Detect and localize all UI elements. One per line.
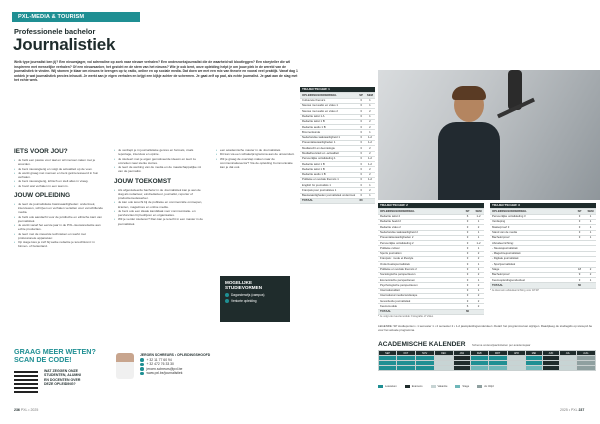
table-total: TOTAAL bbox=[490, 283, 574, 288]
table-title: TRAJECTSCHIJF 2 bbox=[378, 203, 484, 209]
course-sp: 3 bbox=[357, 172, 365, 177]
list-item: • Wil je verder studeren? Dan kan je terecht in een master in de journalistiek. bbox=[114, 217, 206, 226]
course-name: Redactie tekst 1 B bbox=[300, 119, 357, 124]
studievormen-box bbox=[220, 276, 290, 322]
kalender-month: FEB bbox=[470, 351, 488, 356]
course-sem: 1 bbox=[585, 214, 596, 219]
contact-name: JEROEN SCHREURS • OPLEIDINGSHOOFD bbox=[140, 353, 211, 357]
kalender-subtitle: Schema onderwijsactiviteiten per academiejaar bbox=[472, 343, 531, 347]
course-sem: 2 bbox=[365, 125, 375, 130]
col2-list bbox=[114, 148, 206, 174]
legend-label: 2e zittijd bbox=[484, 385, 494, 389]
list-item: • Je werkt vanaf het eerste jaar in de PXL-nieuwsredactie aan echte producties. bbox=[14, 223, 104, 232]
iets-voor-jou-heading: IETS VOOR JOU? bbox=[14, 148, 68, 155]
kalender-legend bbox=[378, 385, 596, 388]
course-name: Masterproef 3 bbox=[490, 225, 574, 230]
avatar bbox=[116, 353, 134, 379]
section-banner: PXL-MEDIA & TOURISM bbox=[12, 12, 140, 22]
kalender-cell bbox=[560, 366, 576, 371]
course-sem: 1 bbox=[585, 230, 596, 235]
course-name: Basisvaardigheden journalistiek onderzoek bbox=[302, 193, 356, 198]
mobile-icon bbox=[140, 363, 144, 367]
list-item: • Je leert de werking van de media en de maatschappelijke rol van de journalist. bbox=[114, 165, 206, 174]
course-sem: 1 bbox=[585, 278, 596, 283]
list-item: • Je leert met de nieuwste technieken en werkt met professionele apparatuur. bbox=[14, 232, 104, 241]
jouw-opleiding-heading: JOUW OPLEIDING bbox=[14, 191, 71, 199]
table-title: TRAJECTSCHIJF 3 bbox=[490, 203, 596, 209]
kalender-legend-item bbox=[378, 385, 397, 388]
legend-label: Stage bbox=[462, 385, 470, 389]
course-sp: 3 bbox=[574, 214, 585, 219]
globe-icon bbox=[140, 372, 144, 376]
phone-icon bbox=[140, 358, 144, 362]
course-sp: 6 bbox=[462, 214, 473, 219]
course-sem: 1 bbox=[473, 246, 484, 251]
course-sem: 2 bbox=[365, 119, 375, 124]
course-sem: 1-2 bbox=[473, 214, 484, 219]
kalender-month: JUL bbox=[560, 351, 576, 356]
course-name: Nederlandse taalvaardigheid 1 bbox=[300, 135, 357, 140]
kalender-cell bbox=[507, 366, 525, 371]
course-sem: 1 bbox=[365, 114, 375, 119]
course-sp: 3 bbox=[357, 98, 365, 103]
course-sp: 3 bbox=[462, 293, 473, 298]
course-sp: 3 bbox=[462, 278, 473, 283]
course-sp: 3 bbox=[357, 125, 365, 130]
contact-phone-2[interactable]: + 32 472 76 33 30 bbox=[146, 362, 174, 367]
course-sp: 3 bbox=[357, 177, 365, 182]
course-sp: 3 bbox=[462, 230, 473, 235]
table-header: SP bbox=[462, 209, 473, 214]
course-sp: 3 bbox=[357, 119, 365, 124]
table-total: TOTAAL bbox=[300, 199, 357, 204]
table-header: OPLEIDINGSONDERDEEL bbox=[378, 209, 462, 214]
list-item: • Je bent ook een ideale kandidaat voor communicatie- en persfuncties bij bedrijven en organisaties. bbox=[114, 209, 206, 218]
page-number: 237 bbox=[578, 408, 585, 412]
course-sem: 2 bbox=[473, 283, 484, 288]
course-name: English for journalists 1 bbox=[300, 183, 357, 188]
kalender-cell bbox=[576, 366, 595, 371]
trajectschijf-1-table: TRAJECTSCHIJF 1 OPLEIDINGSONDERDEEL SP SEM Cultuurele thema's 3 1 Nieuws met audio en video 1 3 1 Nieuws met audio en video 2 3 2 Redactie tekst 1 A 3 1 Redactie tekst 1 B 3 2 Redactie audio 1 B 3 2 Bronnenkunde 3 1 Nederlandse taalvaardigheid 1 3 1-2 Presentatievaardigheden 1 3 1-2 Mediarecht en deontologie 3 2 Mediadiversiteit en -actualiteit 3 2 Persoonlijke ontwikkeling 1 3 1-2 Redactie tekst 1 B 3 1-2 Redactie tekst 1 B 3 2 Redactie audio 1 B 3 2 Politieke en sociale thema's 1 3 1-2 English for journalists 1 3 1 Français pour journalistes 1 3 2 Basisvaardigheden journalistiek onderzoek 3 1 TOTAAL 60 bbox=[300, 87, 375, 204]
legend-swatch bbox=[378, 385, 383, 388]
kalender-legend-item bbox=[477, 385, 494, 388]
page-number: 236 bbox=[14, 408, 20, 412]
course-sp: 3 bbox=[462, 219, 473, 224]
student-figure bbox=[438, 88, 498, 200]
studievorm-item: Verkorte opleiding bbox=[231, 298, 257, 303]
course-sem: 1 bbox=[473, 219, 484, 224]
course-sp: 3 bbox=[357, 140, 365, 145]
course-name: Sports journalism bbox=[378, 251, 462, 256]
list-item: • Je kan ook terecht bij de publieke en commerciële omroepen, kranten, magazines en online media. bbox=[114, 200, 206, 209]
course-name: Cultuurele thema's bbox=[300, 98, 357, 103]
kalender-cell bbox=[453, 366, 470, 371]
col3-list bbox=[216, 148, 296, 169]
course-sp: 3 bbox=[462, 299, 473, 304]
table-title: TRAJECTSCHIJF 1 bbox=[300, 87, 375, 93]
course-sp: 3 bbox=[462, 251, 473, 256]
course-sp: 3 bbox=[462, 241, 473, 246]
kalender-month: OKT bbox=[397, 351, 415, 356]
course-sem: 1 bbox=[473, 235, 484, 240]
kalender-month: MEI bbox=[526, 351, 542, 356]
course-name: Mediadiversiteit en -actualiteit bbox=[300, 151, 357, 156]
course-name: Redactie tekst 1 A bbox=[300, 114, 357, 119]
course-sp: 3 bbox=[462, 272, 473, 277]
course-sem: 1 bbox=[365, 130, 375, 135]
jouw-opleiding-list bbox=[14, 202, 104, 249]
table-note: * Je kiest één afstudeerrichting voor 18 SP bbox=[490, 288, 540, 292]
kalender-title: ACADEMISCHE KALENDER bbox=[378, 341, 466, 348]
course-name: Nieuws met audio en video 1 bbox=[300, 103, 357, 108]
course-name: Redactie beeld 2 bbox=[378, 219, 462, 224]
course-sp: 3 bbox=[357, 146, 365, 151]
course-sp: 3 bbox=[574, 219, 585, 224]
list-item: • een academische master in de Journalistiek. bbox=[216, 148, 296, 152]
legend-swatch bbox=[477, 385, 482, 388]
course-sem: 2 bbox=[365, 151, 375, 156]
course-name: Psychologische perspectieven bbox=[378, 283, 462, 288]
legend-swatch bbox=[405, 385, 410, 388]
legend-label: Vakantie bbox=[437, 385, 448, 389]
course-name: Persoonlijke ontwikkeling 2 bbox=[378, 241, 462, 246]
mail-icon bbox=[140, 367, 144, 371]
course-name: Internationaliteit bbox=[378, 288, 462, 293]
course-sp: 3 bbox=[357, 109, 365, 114]
course-sp: 3 bbox=[462, 283, 473, 288]
course-name: Bachelorproef bbox=[490, 235, 574, 240]
course-sem: 2 bbox=[473, 272, 484, 277]
jouw-toekomst-heading: JOUW TOEKOMST bbox=[114, 177, 172, 185]
course-name: - Magazinejournalistiek bbox=[490, 251, 574, 256]
course-sp: 3 bbox=[357, 183, 365, 188]
academic-calendar bbox=[378, 350, 596, 371]
course-name: Français : mode et lifestyle bbox=[378, 256, 462, 261]
course-name: Français pour journalistes 1 bbox=[300, 188, 357, 193]
course-sem: 2 bbox=[473, 256, 484, 261]
trajectschijf-2-table: TRAJECTSCHIJF 2 OPLEIDINGSONDERDEEL SP SEM Redactie tekst 2 6 1-2 Redactie beeld 2 3 1 Redactie video 2 3 2 Nederlandse taalvaardigheid 2 3 1 Presentatievaardigheden 2 3 1 Persoonlijke ontwikkeling 2 3 1-2 Politieke cultuur 3 1 Sports journalism 3 2 Français : mode et lifestyle 3 2 Onderzoeksjournalistiek 3 1 Politieke en sociale thema's 2 3 1 Sociologische perspectieven 3 2 Economische perspectieven 3 1 Psychologische perspectieven 3 2 Internationaliteit 3 1 International media landscape 3 2 Gevorderde journalistiek 3 2 Keuzemodule 6 2 TOTAAL 60 * Je volgt één keuzemodule: Fotografie of Video bbox=[378, 203, 484, 318]
list-item: • Wil je graag de overstap maken naar de communicatiesector? Via de opleiding Communicatie kan je dat ook. bbox=[216, 157, 296, 170]
kalender-cell bbox=[470, 366, 488, 371]
course-name: Stage bbox=[490, 267, 574, 272]
qr-caption: WAT ZEGGEN ONZE STUDENTEN, ALUMNI EN DOCENTEN OVER DEZE OPLEIDING? bbox=[44, 369, 81, 386]
kalender-legend-item bbox=[405, 385, 423, 388]
list-item: • Je leert de journalistieke basisvaardigheden: onderzoek, interviewen, schrijven en verhalen vertellen voor verschillende media. bbox=[14, 202, 104, 215]
course-sem: 2 bbox=[473, 251, 484, 256]
course-sp: 3 bbox=[357, 167, 365, 172]
kalender-month: AUG bbox=[576, 351, 595, 356]
list-item: • Je studeert met je eigen gemotiveerde ideeën en leert ze omzetten naar sterke stories. bbox=[114, 157, 206, 166]
course-sem: 2 bbox=[365, 188, 375, 193]
course-name: Nieuws met audio en video 2 bbox=[300, 109, 357, 114]
course-sp: 3 bbox=[574, 225, 585, 230]
page-title: Journalistiek bbox=[13, 35, 116, 54]
course-sp: 3 bbox=[574, 230, 585, 235]
course-name: Keuzemodule bbox=[378, 304, 462, 309]
list-item: • Op stage kies je zelf bij welke redactie je terechtkomt: in binnen- of buitenland. bbox=[14, 240, 104, 249]
course-sem: 1 bbox=[365, 183, 375, 188]
course-sp: 3 bbox=[462, 267, 473, 272]
course-sem: 2 bbox=[473, 304, 484, 309]
course-sem: 2 bbox=[585, 272, 596, 277]
course-sp: 3 bbox=[462, 256, 473, 261]
course-sem: 1-2 bbox=[365, 177, 375, 182]
kalender-cell bbox=[526, 366, 542, 371]
course-name: Stand van de media bbox=[490, 230, 574, 235]
course-sem: 1 bbox=[473, 267, 484, 272]
student-photo bbox=[378, 70, 600, 200]
contact-block bbox=[140, 353, 210, 376]
legend-text: LEGENDE: SP studiepunten • 1 semester 1 • 2 semester 2 • 1-2 jaaropleidingsonderdeel • Detail: het programma kan wijzigen. Raadpleeg de studiegids op www.pxl.be voor het actuele programma. bbox=[378, 324, 593, 332]
kalender-month: JAN bbox=[453, 351, 470, 356]
list-item: • Je hebt een passie voor taal en wil mensen raken met je woorden. bbox=[14, 158, 104, 167]
legend-label: Lesweken bbox=[385, 385, 397, 389]
list-item: • Dit kan via een schakelprogramma aan de universiteit. bbox=[216, 152, 296, 156]
kalender-month: APR bbox=[507, 351, 525, 356]
kalender-cell bbox=[379, 366, 397, 371]
course-sp: 3 bbox=[462, 235, 473, 240]
course-sp: 3 bbox=[357, 103, 365, 108]
legend-swatch bbox=[455, 385, 460, 388]
list-item: • Je hebt ook aandacht voor de juridische en ethische kant van journalistiek. bbox=[14, 215, 104, 224]
list-item: • Als afgestudeerde bachelor in de Journalistiek kan je aan de slag als redacteur, eindredacteur, journalist, reporter of productiemedewerker. bbox=[114, 188, 206, 201]
list-item: • Je werkt graag met mensen en bent geïnteresseerd in hun verhalen. bbox=[14, 171, 104, 180]
course-name: Politieke en sociale thema's 2 bbox=[378, 267, 462, 272]
studievormen-title: MOGELIJKE STUDIEVORMEN bbox=[225, 280, 263, 291]
course-sem: 1-2 bbox=[365, 135, 375, 140]
list-item: • Je bent nieuwsgierig, kritisch en stelt alles in vraag. bbox=[14, 179, 104, 183]
course-sp: 3 bbox=[574, 278, 585, 283]
footer-text: 2025 • PXL bbox=[560, 408, 578, 412]
column-3 bbox=[216, 148, 296, 173]
iets-voor-jou-list bbox=[14, 158, 104, 188]
course-name: Onderzoeksjournalistiek bbox=[378, 262, 462, 267]
course-sem: 1-2 bbox=[365, 156, 375, 161]
kalender-month: MRT bbox=[488, 351, 507, 356]
course-sp: 3 bbox=[574, 235, 585, 240]
column-1 bbox=[14, 148, 104, 253]
course-name: Redactie video 2 bbox=[378, 225, 462, 230]
course-name: Afstudeerrichting: bbox=[490, 241, 574, 246]
course-sem: 1 bbox=[585, 235, 596, 240]
course-name: Redactie tekst 1 B bbox=[300, 167, 357, 172]
footer-right bbox=[560, 408, 584, 412]
course-sp: 3 bbox=[357, 135, 365, 140]
course-sem: 1 bbox=[365, 193, 375, 198]
list-item: • Je verdiept je in journalistieke genres en formats, zoals reportage, interview en opinie. bbox=[114, 148, 206, 157]
intro-text: Welk type journalist ben jij? Een nieuwsjager, vol adrenaline op zoek naar nieuwe verhalen? Een onderzoeksjournalist die de waarheid wil blootleggen? Een storyteller die wil inspireren met menselijke verhalen? Of een nieuwsanker, het gezicht en de stem van het nieuws? Wie je ook bent, onze opleiding helpt je om jouw plek in de wereld van de journalistiek te vinden. Wij stomen je klaar om nieuws te brengen op tv, radio, online en op sociale media. Dat doen we met een mix van theorie en vooral veel praktijk. Vanaf dag 1 ontdek je wat journalistiek precies inhoudt. Je werkt aan je eigen verhalen en krijgt een kijkje achter de schermen. Je gaat zelf op pad, als echte journalist. Je gaat aan de slag met het echte werk. bbox=[14, 60, 298, 82]
course-sp: 9 bbox=[574, 272, 585, 277]
course-name: Redactie tekst 1 B bbox=[300, 162, 357, 167]
course-name: Politieke en sociale thema's 1 bbox=[300, 177, 357, 182]
course-name: Presentatievaardigheden 2 bbox=[378, 235, 462, 240]
kalender-cell bbox=[488, 366, 507, 371]
list-item: • Je bent nieuwsgierig en volgt de actualiteit op de voet. bbox=[14, 167, 104, 171]
course-name: Redactie audio 1 B bbox=[300, 125, 357, 130]
trajectschijf-3-table: TRAJECTSCHIJF 3 OPLEIDINGSONDERDEEL SP SEM Persoonlijke ontwikkeling 3 3 1 Verdieping 3 1 Masterproef 3 3 1 Stand van de media 3 1 Bachelorproef 3 1 Afstudeerrichting: - Nieuwsjournalistiek - Magazinejournalistiek - Digitale journalistiek - Sportjournalistiek Stage 18 2 Bachelorproef 9 2 Keuzeopleidingsonderdeel 3 1 TOTAAL 60 * Je kiest één afstudeerrichting voor 18 SP bbox=[490, 203, 596, 292]
table-header: OPLEIDINGSONDERDEEL bbox=[300, 93, 357, 98]
course-sem: 2 bbox=[473, 225, 484, 230]
course-name: Persoonlijke ontwikkeling 1 bbox=[300, 156, 357, 161]
table-header: SEM bbox=[585, 209, 596, 214]
check-icon bbox=[225, 293, 229, 297]
table-header: SEM bbox=[365, 93, 375, 98]
course-sem: 2 bbox=[473, 293, 484, 298]
list-item: • Je hoort wat verhalen in een team is. bbox=[14, 184, 104, 188]
course-name: Mediarecht en deontologie bbox=[300, 146, 357, 151]
kalender-month: SEP bbox=[379, 351, 397, 356]
contact-phone[interactable]: + 32 11 77 60 94 bbox=[146, 357, 172, 362]
course-name: - Digitale journalistiek bbox=[490, 256, 574, 261]
course-sp: 3 bbox=[462, 246, 473, 251]
course-sp: 3 bbox=[357, 156, 365, 161]
course-sp: 3 bbox=[357, 188, 365, 193]
course-sem: 1-2 bbox=[365, 162, 375, 167]
course-name: Keuzeopleidingsonderdeel bbox=[490, 278, 574, 283]
course-sp: 6 bbox=[462, 304, 473, 309]
page-subtitle: Professionele bachelor bbox=[14, 27, 96, 36]
table-header: OPLEIDINGSONDERDEEL bbox=[490, 209, 574, 214]
table-header: SEM bbox=[473, 209, 484, 214]
course-name: Sociologische perspectieven bbox=[378, 272, 462, 277]
course-sem: 1 bbox=[585, 219, 596, 224]
table-header: SP bbox=[574, 209, 585, 214]
course-sp: 3 bbox=[357, 151, 365, 156]
course-sp: 3 bbox=[462, 225, 473, 230]
table-note: * Je volgt één keuzemodule: Fotografie of Video bbox=[378, 315, 434, 319]
course-name: Nederlandse taalvaardigheid 2 bbox=[378, 230, 462, 235]
kalender-month: JUN bbox=[542, 351, 560, 356]
kalender-legend-item bbox=[455, 385, 469, 388]
course-sem: 1 bbox=[585, 225, 596, 230]
kalender-month: DEC bbox=[434, 351, 453, 356]
course-sem: 1 bbox=[473, 262, 484, 267]
course-sp: 3 bbox=[357, 130, 365, 135]
legend-swatch bbox=[431, 385, 436, 388]
course-sem: 1 bbox=[365, 103, 375, 108]
course-sem: 2 bbox=[365, 172, 375, 177]
kalender-month: NOV bbox=[415, 351, 434, 356]
footer-left bbox=[14, 408, 38, 412]
check-icon bbox=[225, 299, 229, 303]
kalender-legend-item bbox=[431, 385, 448, 388]
kalender-cell bbox=[434, 366, 453, 371]
course-name: Persoonlijke ontwikkeling 3 bbox=[490, 214, 574, 219]
course-sem: 2 bbox=[365, 146, 375, 151]
course-name: Politieke cultuur bbox=[378, 246, 462, 251]
jouw-toekomst-list bbox=[114, 188, 206, 226]
studievorm-item: Dagonderwijs (campus) bbox=[231, 292, 265, 297]
course-name: - Sportjournalistiek bbox=[490, 262, 574, 267]
contact-email[interactable]: jeroen.schreurs@pxl.be bbox=[146, 366, 183, 371]
course-sem: 2 bbox=[473, 299, 484, 304]
table-total: TOTAAL bbox=[378, 309, 462, 314]
course-sem: 2 bbox=[585, 267, 596, 272]
course-name: Redactie audio 1 B bbox=[300, 172, 357, 177]
course-sem: 2 bbox=[365, 109, 375, 114]
course-name: International media landscape bbox=[378, 293, 462, 298]
course-sp: 3 bbox=[462, 262, 473, 267]
kalender-cell bbox=[415, 366, 434, 371]
course-sp: 3 bbox=[357, 162, 365, 167]
course-sem: 1 bbox=[473, 288, 484, 293]
course-sem: 1-2 bbox=[473, 241, 484, 246]
course-name: Bachelorproef bbox=[490, 272, 574, 277]
graag-meer-weten: GRAAG MEER WETEN? SCAN DE CODE! bbox=[14, 347, 96, 365]
legend-label: Examens bbox=[411, 385, 423, 389]
course-name: Economische perspectieven bbox=[378, 278, 462, 283]
course-sem: 1 bbox=[473, 278, 484, 283]
course-name: Gevorderde journalistiek bbox=[378, 299, 462, 304]
course-name: Bronnenkunde bbox=[300, 130, 357, 135]
course-name: Redactie tekst 2 bbox=[378, 214, 462, 219]
course-sem: 1 bbox=[365, 98, 375, 103]
contact-web[interactable]: www.pxl.be/journalistiek bbox=[146, 371, 183, 376]
kalender-cell bbox=[397, 366, 415, 371]
course-sp: 18 bbox=[574, 267, 585, 272]
course-sp: 3 bbox=[462, 288, 473, 293]
course-name: Verdieping bbox=[490, 219, 574, 224]
course-sp: 3 bbox=[357, 193, 365, 198]
course-name: - Nieuwsjournalistiek bbox=[490, 246, 574, 251]
column-2 bbox=[114, 148, 206, 230]
course-sem: 2 bbox=[365, 167, 375, 172]
footer-text: PXL • 2025 bbox=[20, 408, 39, 412]
course-sem: 1 bbox=[473, 230, 484, 235]
qr-code[interactable] bbox=[14, 369, 38, 393]
course-sem: 1-2 bbox=[365, 140, 375, 145]
course-sp: 3 bbox=[357, 114, 365, 119]
course-name: Presentatievaardigheden 1 bbox=[300, 140, 357, 145]
kalender-cell bbox=[542, 366, 560, 371]
table-header: SP bbox=[359, 92, 363, 97]
